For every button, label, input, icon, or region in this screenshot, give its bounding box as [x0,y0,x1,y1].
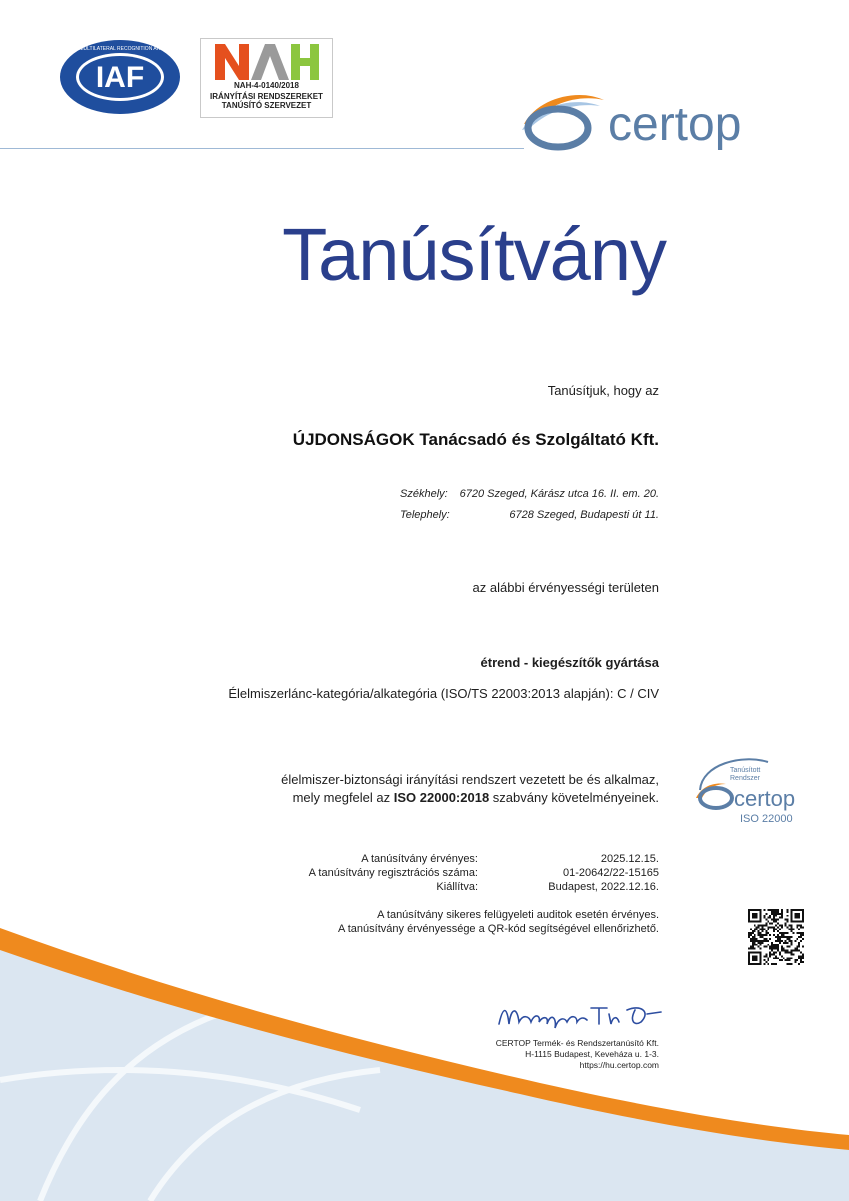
valid-until-label: A tanúsítvány érvényes: [361,853,478,865]
cert-mark-standard: ISO 22000 [740,813,793,825]
statement-line2 [293,790,659,805]
qr-finder-pattern [790,909,804,923]
nah-caption-line2: TANÚSÍTÓ SZERVEZET [221,101,312,110]
cert-mark-top-line1: Tanúsított [730,767,761,774]
seat-label: Székhely: [400,488,448,500]
certop-brand-text: certop [608,98,742,151]
iaf-ring-text: MEMBER OF MULTILATERAL RECOGNITION ARRANGEMENT [47,46,193,52]
nah-logo-text: NAH [265,74,269,75]
qr-code[interactable] [748,909,804,965]
qr-verification-note: A tanúsítvány érvényessége a QR-kód segítségével ellenőrizhető. [337,923,659,935]
site-value: 6728 Szeged, Budapesti út 11. [509,509,659,521]
nah-caption [201,92,332,110]
valid-until-value: 2025.12.15. [600,853,659,865]
registration-number-value: 01-20642/22-15165 [562,867,659,879]
certop-logo [518,84,788,156]
issued-value: Budapest, 2022.12.16. [548,881,659,893]
nah-code: NAH-4-0140/2018 [234,81,299,90]
qr-finder-pattern [748,951,762,965]
validity-note: A tanúsítvány sikeres felügyeleti auditok esetén érvényes. [377,909,659,921]
certificate-title: Tanúsítvány [282,213,666,296]
cert-mark-brand: certop [734,786,796,811]
signature [495,998,665,1034]
issued-label: Kiállítva: [436,881,478,893]
certify-intro: Tanúsítjuk, hogy az [547,383,659,398]
statement-line1: élelmiszer-biztonsági irányítási rendszert vezetett be és alkalmaz, [281,772,659,787]
nah-caption-line1: IRÁNYÍTÁSI RENDSZEREKET [210,92,323,101]
company-name: ÚJDONSÁGOK Tanácsadó és Szolgáltató Kft. [292,430,659,449]
statement-prefix: mely megfelel az [292,790,391,805]
standard-name: ISO 22000:2018 [393,790,490,805]
issuer-url[interactable]: https://hu.certop.com [579,1060,659,1070]
issuer-name: CERTOP Termék- és Rendszertanúsító Kft. [495,1038,659,1048]
seat-value: 6720 Szeged, Kárász utca 16. II. em. 20. [459,488,659,500]
iaf-logo [47,38,193,116]
issuer-address: H-1115 Budapest, Keveháza u. 1-3. [525,1049,659,1059]
registration-number-label: A tanúsítvány regisztrációs száma: [308,867,478,879]
cert-mark-top-line2: Rendszer [730,775,760,782]
iaf-logo-text: IAF [95,61,145,94]
certified-system-mark [692,750,810,828]
qr-finder-pattern [748,909,762,923]
header-divider [0,148,524,149]
nah-letters-graphic [215,44,319,80]
site-label: Telephely: [400,509,450,521]
statement-suffix: szabvány követelményeinek. [492,790,659,805]
nah-accreditation-logo [200,38,333,118]
scope-intro: az alábbi érvényességi területen [472,580,659,595]
food-chain-category: Élelmiszerlánc-kategória/alkategória (ISO/TS 22003:2013 alapján): C / CIV [228,686,659,701]
certification-scope: étrend - kiegészítők gyártása [480,655,659,670]
